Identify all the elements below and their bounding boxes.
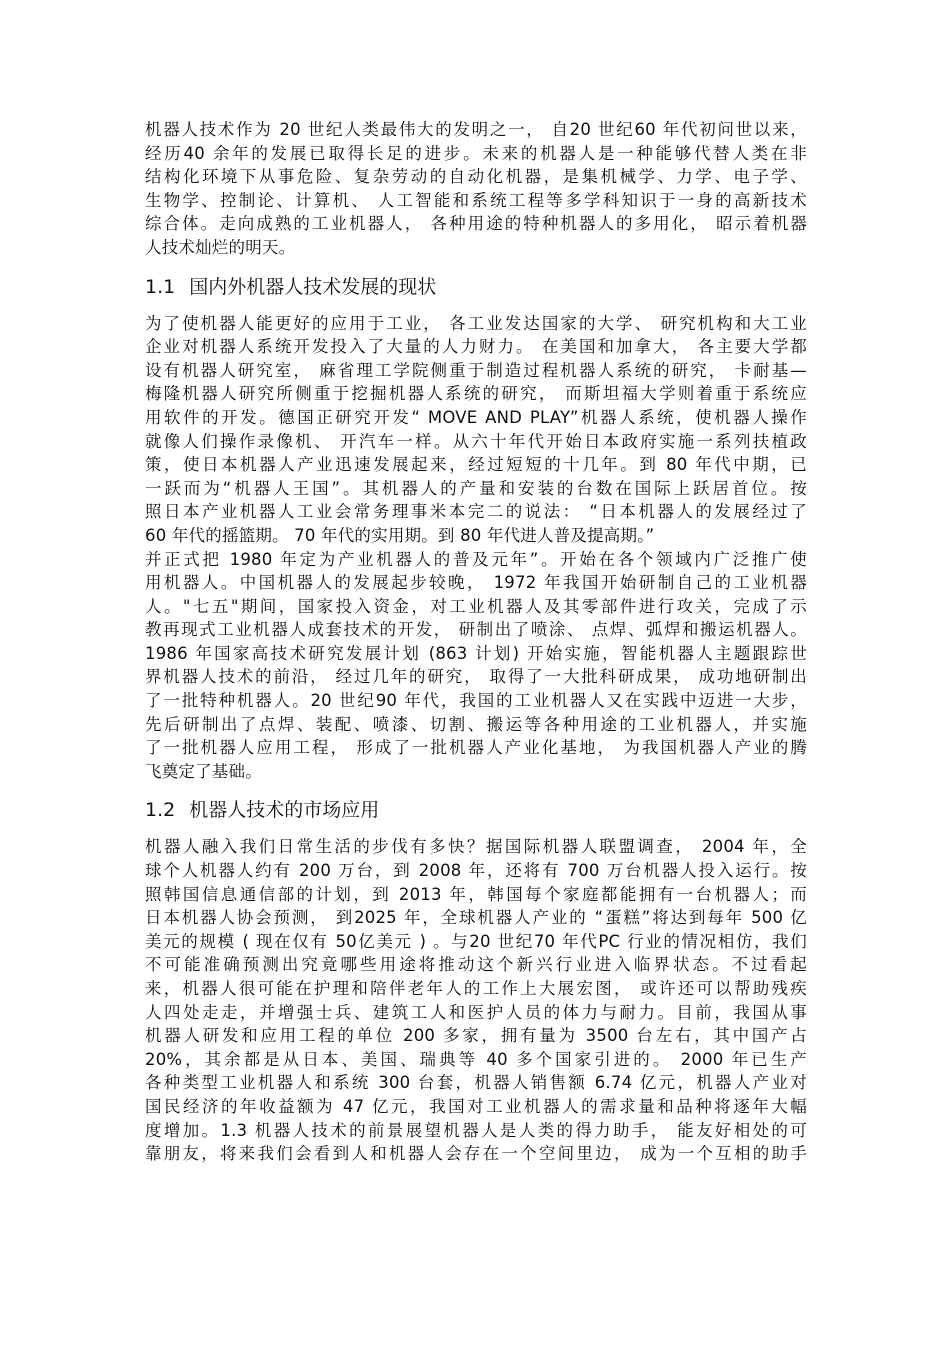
text-line: 靠朋友，将来我们会看到人和机器人会存在一个空间里边， 成为一个互相的助手 bbox=[145, 1144, 807, 1164]
text-line: 机器人技术作为 20 世纪人类最伟大的发明之一， 自20 世纪60 年代初问世以来， bbox=[145, 120, 807, 139]
text-line: 策，使日本机器人产业迅速发展起来，经过短短的十几年。到 80 年代中期，已 bbox=[145, 455, 807, 475]
text-line: 企业对机器人系统开发投入了大量的人力财力。 在美国和加拿大， 各主要大学都 bbox=[145, 337, 807, 357]
text-line: 1986 年国家高技术研究发展计划 (863 计划) 开始实施，智能机器人主题跟踪世 bbox=[145, 643, 807, 663]
text-line: 机器人研发和应用工程的单位 200 多家，拥有量为 3500 台左右，其中国产占 bbox=[145, 1026, 807, 1046]
text-line: 界机器人技术的前沿， 经过几年的研究， 取得了一大批科研成果， 成功地研制出 bbox=[145, 667, 807, 687]
text-line: 教再现式工业机器人成套技术的开发， 研制出了喷涂、 点焊、弧焊和搬运机器人。 bbox=[145, 620, 807, 640]
text-line: 就像人们操作录像机、 开汽车一样。从六十年代开始日本政府实施一系列扶植政 bbox=[145, 431, 807, 451]
text-line: 用机器人。中国机器人的发展起步较晚， 1972 年我国开始研制自己的工业机器 bbox=[145, 573, 807, 593]
text-line: 综合体。走向成熟的工业机器人， 各种用途的特种机器人的多用化， 昭示着机器 bbox=[145, 214, 807, 234]
section-heading-1-2 bbox=[145, 797, 807, 823]
text-line: 日本机器人协会预测， 到2025 年，全球机器人产业的 “蛋糕”将达到每年 500 亿 bbox=[145, 908, 807, 928]
section-number: 1.2 bbox=[145, 799, 176, 822]
intro-paragraph bbox=[145, 118, 807, 260]
text-line: 梅隆机器人研究所侧重于挖掘机器人系统的研究， 而斯坦福大学则着重于系统应 bbox=[145, 384, 807, 404]
section-title: 国内外机器人技术发展的现状 bbox=[189, 275, 437, 298]
text-line: 20%，其余都是从日本、美国、瑞典等 40 多个国家引进的。 2000 年已生产 bbox=[145, 1049, 807, 1069]
section-1-1-paragraph bbox=[145, 312, 807, 784]
text-line: 用软件的开发。德国正研究开发“ MOVE AND PLAY”机器人系统，使机器人操作 bbox=[145, 407, 807, 427]
text-line: 经历40 余年的发展已取得长足的进步。未来的机器人是一种能够代替人类在非 bbox=[145, 143, 807, 163]
section-heading-1-1 bbox=[145, 274, 807, 300]
section-number: 1.1 bbox=[145, 275, 176, 298]
text-line: 机器人融入我们日常生活的步伐有多快？据国际机器人联盟调查， 2004 年，全 bbox=[145, 837, 807, 857]
text-line: 并正式把 1980 年定为产业机器人的普及元年”。开始在各个领域内广泛推广使 bbox=[145, 549, 807, 569]
section-title: 机器人技术的市场应用 bbox=[189, 799, 380, 822]
section-1-2-paragraph bbox=[145, 835, 807, 1165]
text-line: 国民经济的年收益额为 47 亿元，我国对工业机器人的需求量和品种将逐年大幅 bbox=[145, 1096, 807, 1116]
text-line: 不可能准确预测出究竟哪些用途将推动这个新兴行业进入临界状态。不过看起 bbox=[145, 955, 807, 975]
text-line: 设有机器人研究室， 麻省理工学院侧重于制造过程机器人系统的研究， 卡耐基— bbox=[145, 360, 807, 380]
text-line: 度增加。1.3 机器人技术的前景展望机器人是人类的得力助手， 能友好相处的可 bbox=[145, 1120, 807, 1140]
text-line: 为了使机器人能更好的应用于工业， 各工业发达国家的大学、 研究机构和大工业 bbox=[145, 313, 807, 333]
document-page bbox=[145, 118, 807, 1166]
text-line: 照日本产业机器人工业会常务理事米本完二的说法： “日本机器人的发展经过了 bbox=[145, 502, 807, 522]
text-line: 各种类型工业机器人和系统 300 台套，机器人销售额 6.74 亿元，机器人产业对 bbox=[145, 1073, 807, 1093]
text-line: 生物学、控制论、计算机、 人工智能和系统工程等多学科知识于一身的高新技术 bbox=[145, 190, 807, 210]
text-line: 人四处走走，并增强士兵、建筑工人和医护人员的体力与耐力。目前，我国从事 bbox=[145, 1002, 807, 1022]
text-line: 球个人机器人约有 200 万台，到 2008 年，还将有 700 万台机器人投入运行。按 bbox=[145, 861, 807, 881]
text-line: 了一批特种机器人。20 世纪90 年代，我国的工业机器人又在实践中迈进一大步， bbox=[145, 691, 807, 711]
text-line: 了一批机器人应用工程， 形成了一批机器人产业化基地， 为我国机器人产业的腾 bbox=[145, 738, 807, 758]
text-line: 一跃而为“机器人王国”。其机器人的产量和安装的台数在国际上跃居首位。按 bbox=[145, 478, 807, 498]
text-line: 人。"七五"期间，国家投入资金，对工业机器人及其零部件进行攻关，完成了示 bbox=[145, 596, 807, 616]
text-line: 飞奠定了基础。 bbox=[145, 761, 262, 781]
text-line: 照韩国信息通信部的计划，到 2013 年，韩国每个家庭都能拥有一台机器人；而 bbox=[145, 884, 807, 904]
text-line: 人技术灿烂的明天。 bbox=[145, 237, 296, 257]
text-line: 60 年代的摇篮期。 70 年代的实用期。到 80 年代进人普及提高期。” bbox=[145, 525, 655, 545]
text-line: 先后研制出了点焊、装配、喷漆、切割、搬运等各种用途的工业机器人，并实施 bbox=[145, 714, 807, 734]
text-line: 美元的规模 ( 现在仅有 50亿美元 ) 。与20 世纪70 年代PC 行业的情况相仿，我们 bbox=[145, 931, 807, 951]
text-line: 结构化环境下从事危险、复杂劳动的自动化机器，是集机械学、力学、电子学、 bbox=[145, 167, 807, 187]
text-line: 来，机器人很可能在护理和陪伴老年人的工作上大展宏图， 或许还可以帮助残疾 bbox=[145, 979, 807, 998]
